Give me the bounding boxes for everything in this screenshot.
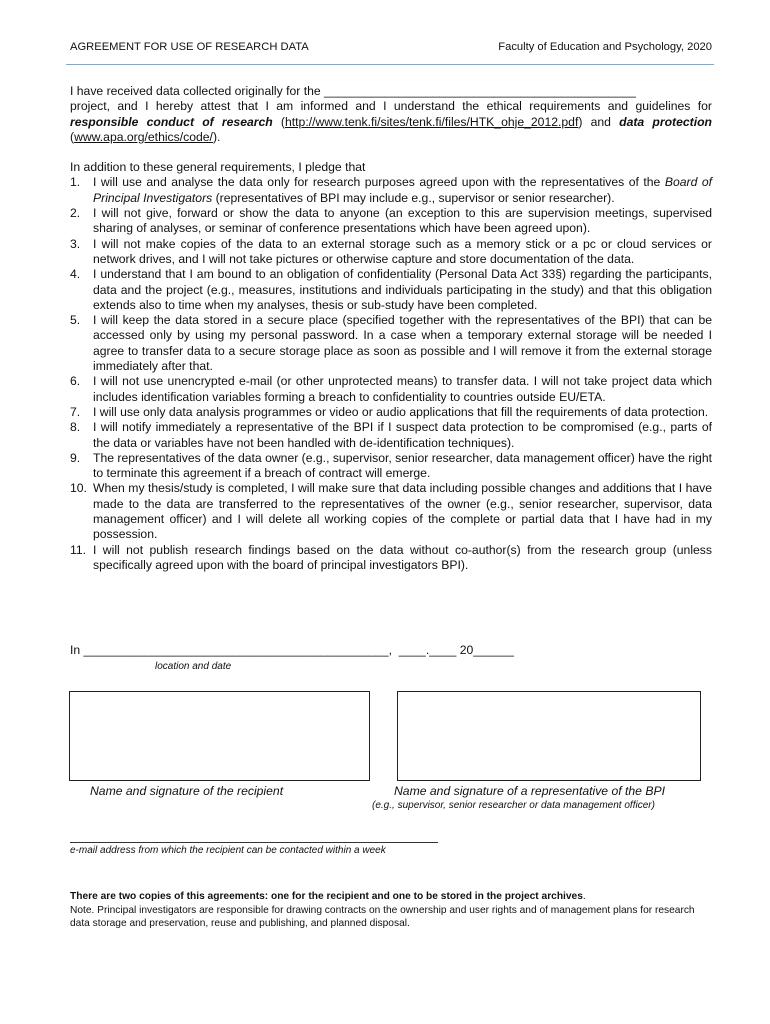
bpi-signature-box[interactable] bbox=[397, 691, 701, 781]
pledge-text: I will notify immediately a representative of the BPI if I suspect data protection to be compromised (e.g., parts of the data or variables have not been handled with de-identification techniques). bbox=[93, 420, 712, 450]
pledge-item bbox=[70, 374, 712, 405]
pi-note: Note. Principal investigators are responsible for drawing contracts on the ownership and user rights and of management plans for research data storage and preservation, reuse and publishing, and planned disposal. bbox=[70, 904, 695, 929]
header-title: AGREEMENT FOR USE OF RESEARCH DATA bbox=[70, 41, 309, 53]
pledge-item bbox=[70, 175, 712, 206]
pledge-number: 6. bbox=[70, 374, 81, 389]
location-date-caption: location and date bbox=[155, 661, 232, 672]
pledge-item bbox=[70, 451, 712, 482]
pledge-number: 8. bbox=[70, 420, 81, 435]
agreement-body bbox=[70, 84, 712, 573]
footer-notes: There are two copies of this agreements: one for the recipient and one to be stored in the project archives. Note. Principal investigators are responsible for drawing contracts on the ownership and user rights and of management plans for research data storage and preservation, reuse and publishing, and planned disposal. bbox=[70, 890, 710, 931]
pledge-number: 3. bbox=[70, 236, 81, 251]
pledge-number: 2. bbox=[70, 206, 81, 221]
pledge-text: I will not give, forward or show the data to anyone (an exception to this are supervision meetings, supervised sharing of analyses, or seminar of conference presentations which have been agreed upon). bbox=[93, 206, 712, 236]
pledge-number: 10. bbox=[70, 481, 87, 496]
location-date-line: In _____________________________________________, ____.____ 20______ bbox=[70, 643, 514, 657]
data-protection-term: data protection bbox=[619, 114, 712, 129]
pledge-text-end: (representatives of BPI may include e.g., supervisor or senior researcher). bbox=[212, 190, 615, 205]
apa-link[interactable]: www.apa.org/ethics/code/ bbox=[74, 129, 213, 144]
pledge-item bbox=[70, 420, 712, 451]
page-header bbox=[70, 41, 712, 53]
pledge-text: I will keep the data stored in a secure place (specified together with the representatives of the BPI) that can be accessed only by using my personal password. In a case when a temporary external storage will be needed I agree to transfer data to a secure storage place as soon as possible and I will remove it from the external storage immediately after that. bbox=[93, 313, 712, 374]
pledge-text: I understand that I am bound to an obligation of confidentiality (Personal Data Act 33§) regarding the participants, data and the project (e.g., measures, institutions and individuals participating in the study) and that this obligation extends also to time when my analyses, thesis or sub-study have been completed. bbox=[93, 267, 712, 312]
pledge-text: I will use and analyse the data only for research purposes agreed upon with the representatives of the bbox=[93, 175, 665, 190]
pledge-item bbox=[70, 313, 712, 374]
pledge-number: 5. bbox=[70, 313, 81, 328]
bpi-signature-subcaption: (e.g., supervisor, senior researcher or data management officer) bbox=[372, 800, 655, 811]
pledge-number: 1. bbox=[70, 175, 81, 190]
pledge-number: 9. bbox=[70, 450, 81, 465]
bpi-signature-label: Name and signature of a representative of the BPI bbox=[394, 784, 665, 798]
pledge-text: When my thesis/study is completed, I will make sure that data including possible changes and additions that I have made to the data are transferred to the representatives of the owner (e.g., senior researcher, supervisor, data management officer) and I will delete all working copies of the complete or partial data that I have had in my possession. bbox=[93, 481, 712, 542]
email-caption: e-mail address from which the recipient can be contacted within a week bbox=[70, 845, 386, 856]
pledge-item bbox=[70, 405, 712, 420]
pledge-intro: In addition to these general requirements, I pledge that bbox=[70, 160, 366, 175]
rcr-term: responsible conduct of research bbox=[70, 114, 273, 129]
recipient-signature-box[interactable] bbox=[69, 691, 370, 781]
intro-line1: I have received data collected originally for the ______________________________________________ bbox=[70, 84, 636, 98]
pledge-item bbox=[70, 237, 712, 268]
pledge-list bbox=[70, 175, 712, 573]
pledge-text: I will not make copies of the data to an external storage such as a memory stick or a pc or cloud services or network drives, and I will not take pictures or otherwise capture and store documentation of the data. bbox=[93, 236, 712, 266]
pledge-item bbox=[70, 267, 712, 313]
pledge-text: I will not publish research findings based on the data without co-author(s) from the research group (unless specifically agreed upon with the board of principal investigators BPI). bbox=[93, 542, 712, 572]
pledge-number: 11. bbox=[70, 542, 87, 557]
pledge-item bbox=[70, 481, 712, 542]
pledge-italic-term: Board of Principal Investigators bbox=[93, 175, 712, 205]
email-line[interactable] bbox=[70, 842, 438, 843]
header-divider bbox=[66, 64, 714, 65]
header-faculty: Faculty of Education and Psychology, 2020 bbox=[498, 41, 712, 53]
recipient-signature-label: Name and signature of the recipient bbox=[90, 784, 284, 798]
copies-note: There are two copies of this agreements: one for the recipient and one to be stored in the project archives bbox=[70, 891, 583, 902]
pledge-item bbox=[70, 543, 712, 574]
pledge-text: I will not use unencrypted e-mail (or other unprotected means) to transfer data. I will not take project data which includes identification variables forming a breach to confidentiality to countries outside EU/ETA. bbox=[93, 374, 712, 404]
intro-paragraph: project, and I hereby attest that I am informed and I understand the ethical requirements and guidelines for responsible conduct of research (http://www.tenk.fi/sites/tenk.fi/files/HTK_ohje_2012.pdf) and data protection (www.apa.org/ethics/code/). bbox=[70, 99, 712, 144]
pledge-item bbox=[70, 206, 712, 237]
pledge-number: 4. bbox=[70, 267, 81, 282]
pledge-number: 7. bbox=[70, 404, 81, 419]
tenk-link[interactable]: http://www.tenk.fi/sites/tenk.fi/files/HTK_ohje_2012.pdf bbox=[285, 114, 579, 129]
pledge-text: I will use only data analysis programmes or video or audio applications that fill the requirements of data protection. bbox=[93, 404, 709, 419]
pledge-text: The representatives of the data owner (e.g., supervisor, senior researcher, data management officer) have the right to terminate this agreement if a breach of contract will emerge. bbox=[93, 450, 712, 481]
